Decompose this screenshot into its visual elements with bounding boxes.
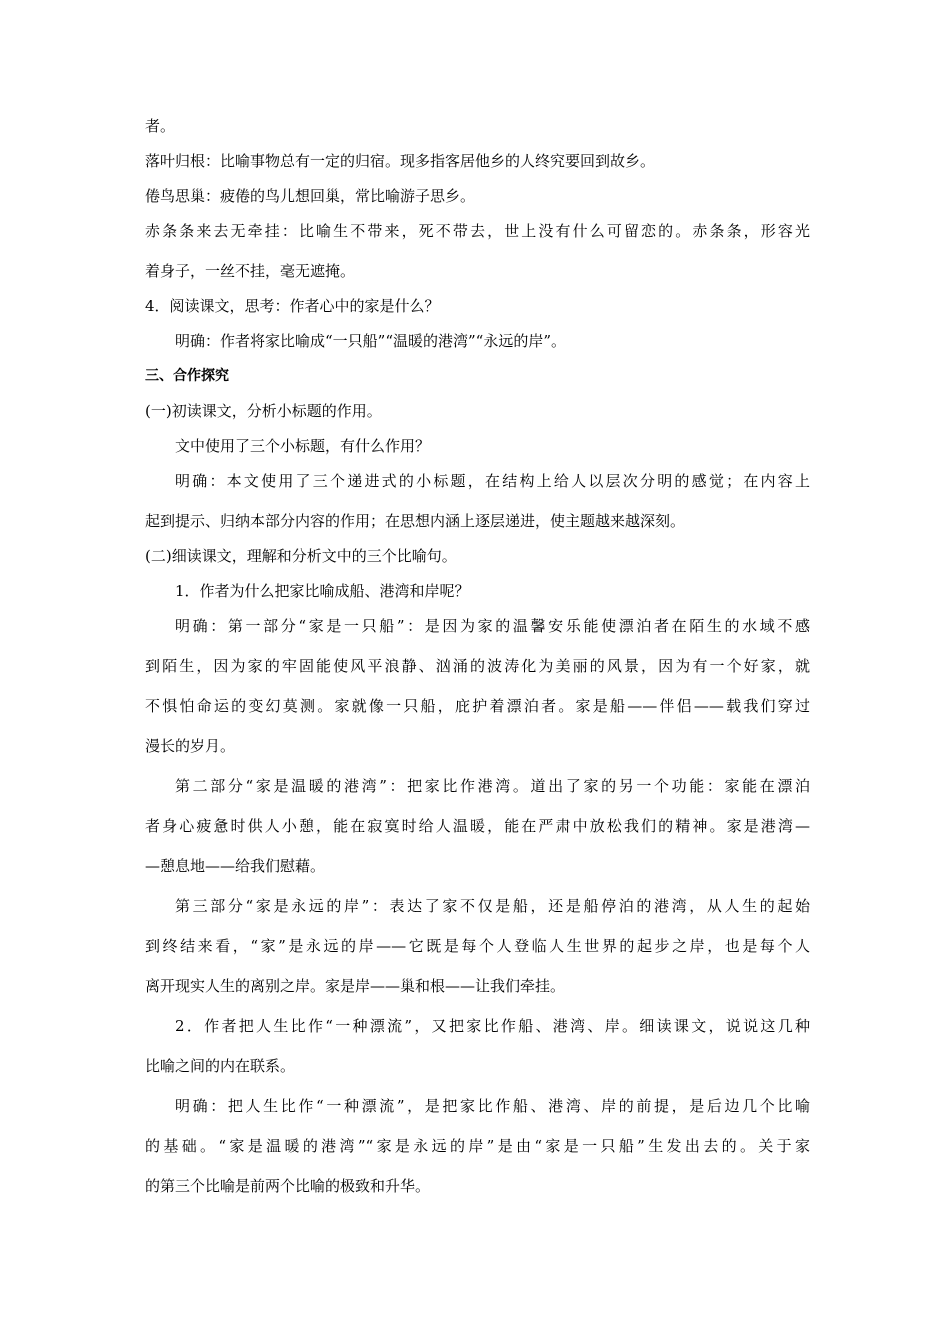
- text-line: 着身子，一丝不挂，毫无遮掩。: [145, 262, 356, 280]
- document-page: [145, 116, 810, 1197]
- answer-text: 明确：作者将家比喻成“一只船”“温暖的港湾”“永远的岸”。: [175, 332, 567, 350]
- text-line: 比喻之间的内在联系。: [145, 1057, 296, 1075]
- question-text: 文中使用了三个小标题，有什么作用？: [175, 437, 431, 455]
- question-text: 2．作者把人生比作“一种漂流”，又把家比作船、港湾、岸。细读课文，说说这几种: [175, 1017, 810, 1035]
- text-line: 者身心疲惫时供人小憩，能在寂寞时给人温暖，能在严肃中放松我们的精神。家是港湾—: [145, 817, 810, 835]
- answer-text: 明确：第一部分“家是一只船”：是因为家的温馨安乐能使漂泊者在陌生的水域不感: [175, 617, 810, 635]
- answer-text: 明确：把人生比作“一种漂流”，是把家比作船、港湾、岸的前提，是后边几个比喻: [175, 1097, 810, 1115]
- text-line: 者。: [145, 117, 176, 135]
- section-heading: 三、合作探究: [145, 368, 229, 384]
- question-text: 1．作者为什么把家比喻成船、港湾和岸呢？: [175, 582, 470, 600]
- list-item-heading: 4．阅读课文，思考：作者心中的家是什么？: [145, 297, 440, 315]
- text-line: 赤条条来去无牵挂：比喻生不带来，死不带去，世上没有什么可留恋的。赤条条，形容光: [145, 222, 810, 240]
- text-line: 倦鸟思巢：疲倦的鸟儿想回巢，常比喻游子思乡。: [145, 187, 476, 205]
- text-line: 漫长的岁月。: [145, 737, 236, 755]
- paragraph-text: 第二部分“家是温暖的港湾”：把家比作港湾。道出了家的另一个功能：家能在漂泊: [175, 777, 810, 795]
- subsection-heading: (二)细读课文，理解和分析文中的三个比喻句。: [145, 547, 457, 565]
- text-line: 的第三个比喻是前两个比喻的极致和升华。: [145, 1177, 431, 1195]
- text-line: 离开现实人生的离别之岸。家是岸——巢和根——让我们牵挂。: [145, 977, 566, 995]
- text-line: —憩息地——给我们慰藉。: [145, 857, 326, 875]
- text-line: 不惧怕命运的变幻莫测。家就像一只船，庇护着漂泊者。家是船——伴侣——载我们穿过: [145, 697, 810, 715]
- subsection-heading: (一)初读课文，分析小标题的作用。: [145, 402, 382, 420]
- text-line: 起到提示、归纳本部分内容的作用；在思想内涵上逐层递进，使主题越来越深刻。: [145, 512, 686, 530]
- text-line: 的基础。“家是温暖的港湾”“家是永远的岸”是由“家是一只船”生发出去的。关于家: [145, 1137, 810, 1155]
- text-line: 到陌生，因为家的牢固能使风平浪静、汹涌的波涛化为美丽的风景，因为有一个好家，就: [145, 657, 810, 675]
- paragraph-text: 第三部分“家是永远的岸”：表达了家不仅是船，还是船停泊的港湾，从人生的起始: [175, 897, 810, 915]
- answer-text: 明确：本文使用了三个递进式的小标题，在结构上给人以层次分明的感觉；在内容上: [175, 472, 810, 490]
- text-line: 到终结来看，“家”是永远的岸——它既是每个人登临人生世界的起步之岸，也是每个人: [145, 937, 810, 955]
- text-line: 落叶归根：比喻事物总有一定的归宿。现多指客居他乡的人终究要回到故乡。: [145, 152, 656, 170]
